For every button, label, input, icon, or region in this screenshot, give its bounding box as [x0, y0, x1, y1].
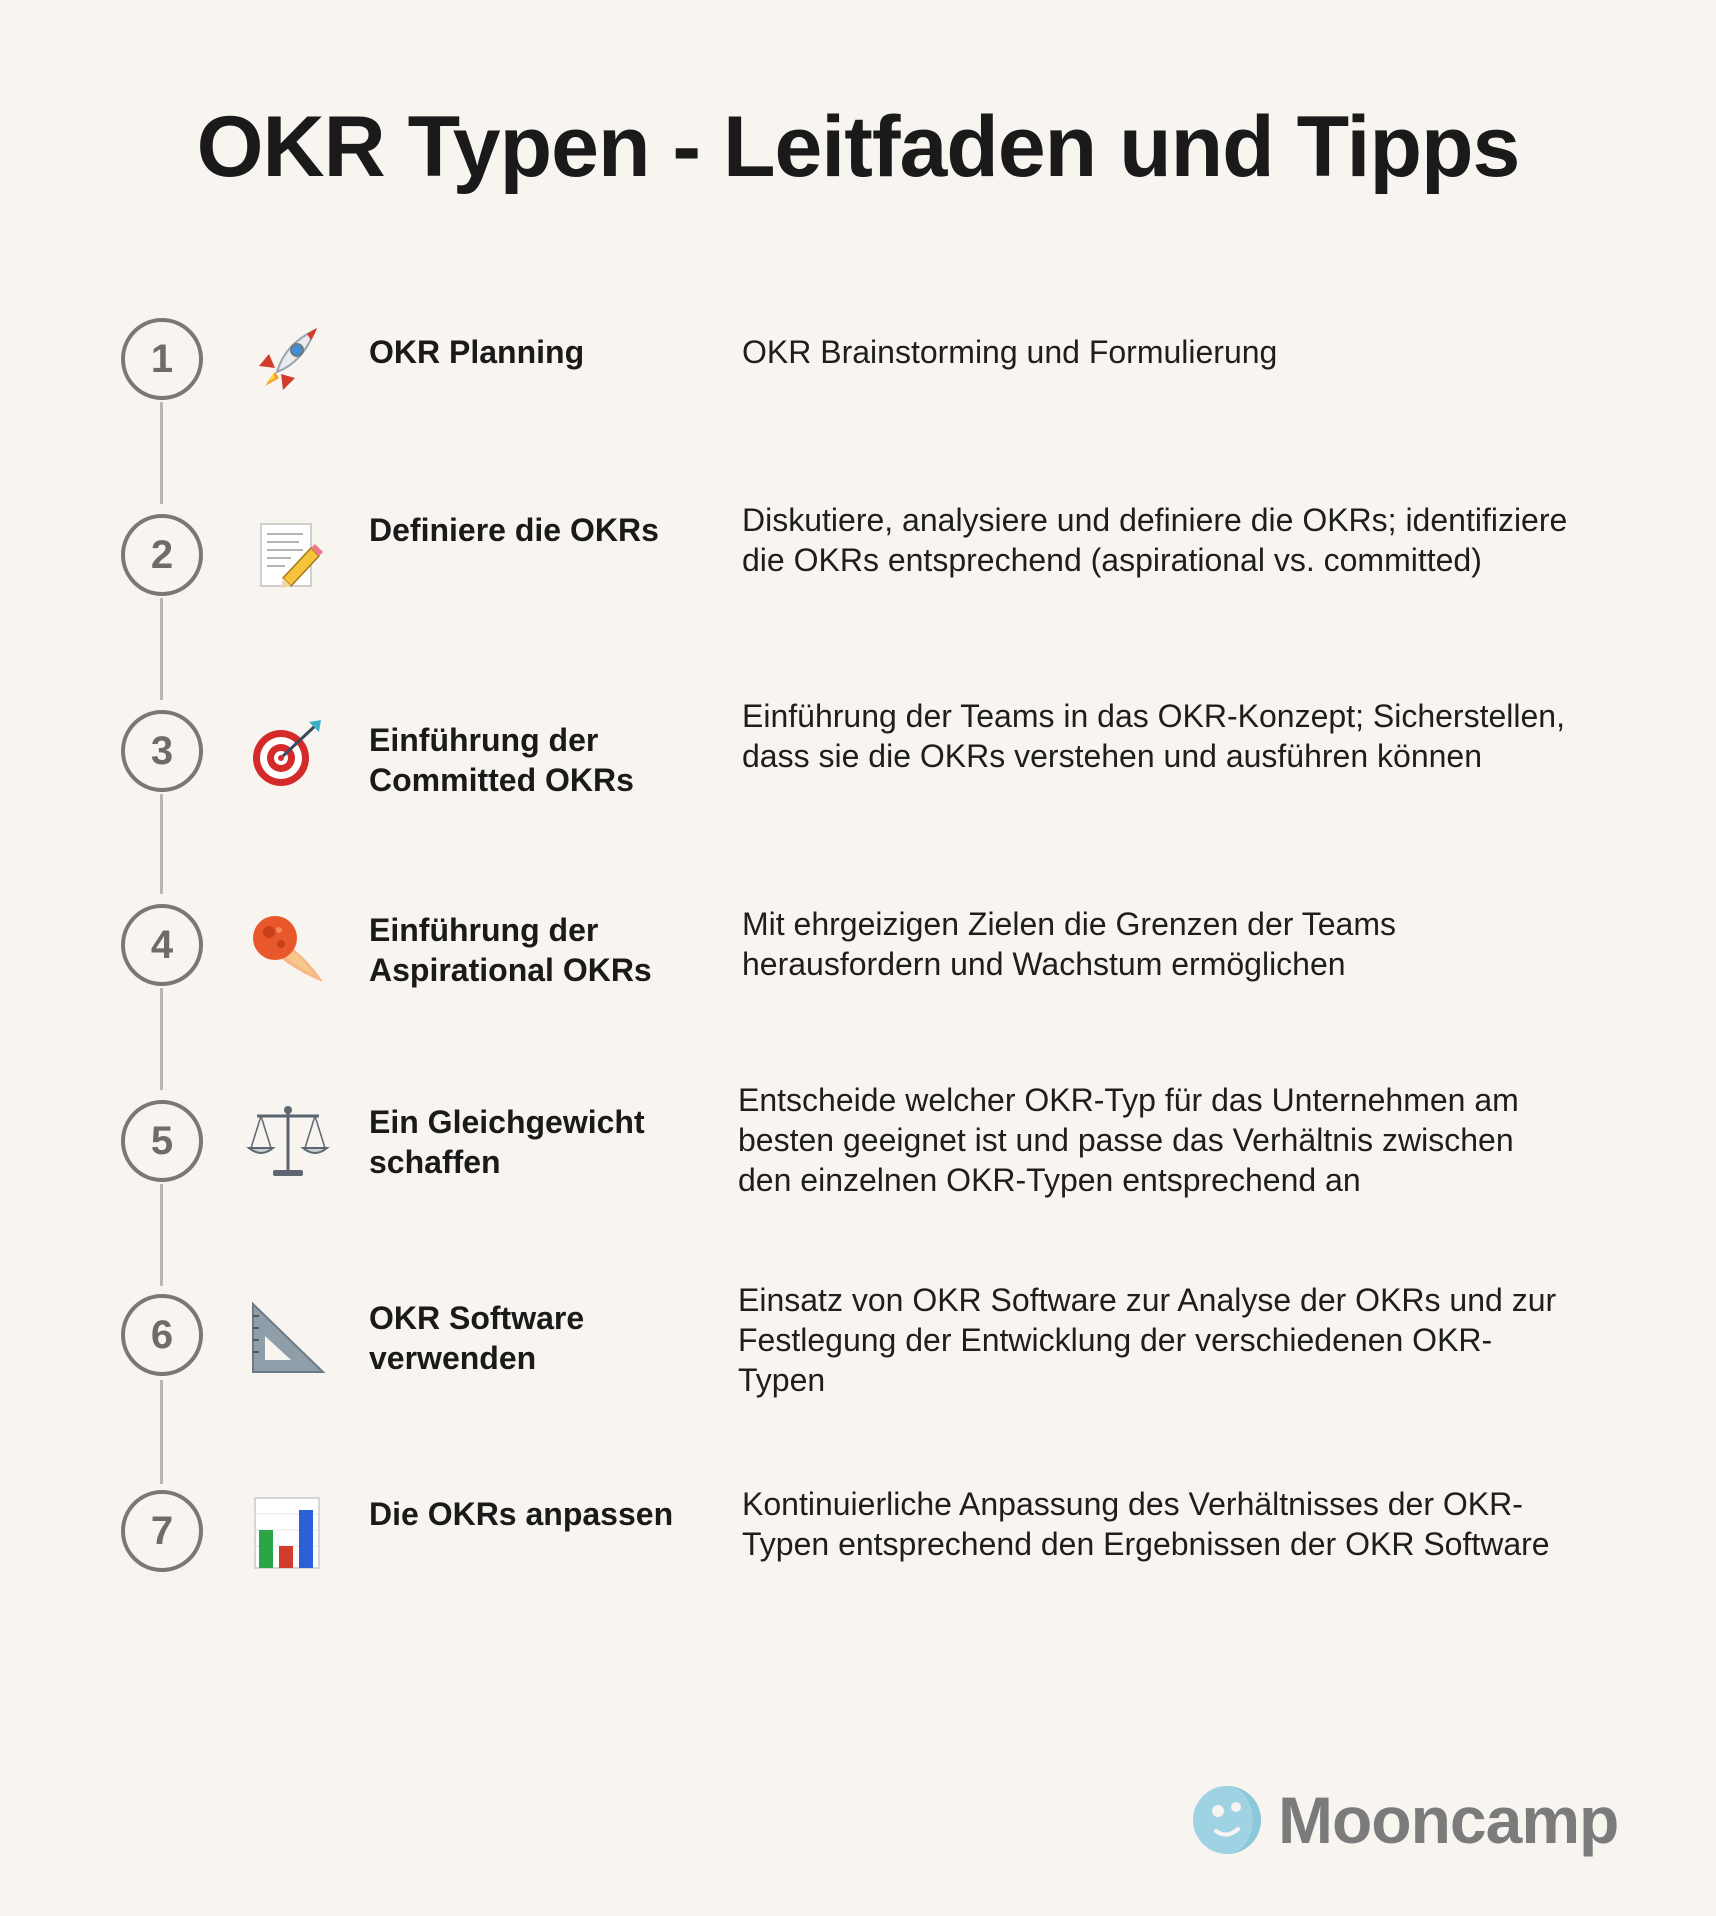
- step-number-badge: 7: [121, 1490, 203, 1572]
- comet-icon: [245, 902, 331, 988]
- step-number-badge: 2: [121, 514, 203, 596]
- timeline-connector: [160, 988, 163, 1090]
- step-title: OKR Software verwenden: [369, 1300, 585, 1376]
- timeline-connector: [160, 794, 163, 894]
- triangular-ruler-icon: [245, 1296, 331, 1382]
- step-description: Entscheide welcher OKR-Typ für das Unternehmen am besten geeignet ist und passe das Verhältnis zwischen den einzelnen OKR-Typen entsprechend an: [738, 1082, 1519, 1198]
- timeline-connector: [160, 402, 163, 504]
- step-description: OKR Brainstorming und Formulierung: [742, 334, 1278, 370]
- step-number-badge: 5: [121, 1100, 203, 1182]
- page-title: OKR Typen - Leitfaden und Tipps: [196, 99, 1520, 195]
- step-description: Einsatz von OKR Software zur Analyse der OKRs und zur Festlegung der Entwicklung der verschiedenen OKR-Typen: [738, 1282, 1557, 1398]
- step-number-badge: 6: [121, 1294, 203, 1376]
- rocket-icon: [245, 316, 331, 402]
- step-description: Mit ehrgeizigen Zielen die Grenzen der Teams herausfordern und Wachstum ermöglichen: [742, 906, 1396, 982]
- brand-name: Mooncamp: [1278, 1783, 1619, 1857]
- target-dart-icon: [245, 710, 331, 796]
- bar-chart-icon: [245, 1490, 331, 1576]
- step-title: Einführung der Aspirational OKRs: [369, 912, 652, 988]
- step-title: Definiere die OKRs: [369, 512, 659, 548]
- mooncamp-logo-icon: [1190, 1783, 1264, 1857]
- step-title: Ein Gleichgewicht schaffen: [369, 1104, 645, 1180]
- step-number-badge: 3: [121, 710, 203, 792]
- timeline-connector: [160, 1380, 163, 1484]
- timeline-connector: [160, 1184, 163, 1286]
- step-description: Kontinuierliche Anpassung des Verhältnisses der OKR-Typen entsprechend den Ergebnissen der OKR Software: [742, 1486, 1550, 1562]
- step-number-badge: 4: [121, 904, 203, 986]
- step-title: Die OKRs anpassen: [369, 1496, 674, 1532]
- memo-pencil-icon: [245, 512, 331, 598]
- balance-scale-icon: [245, 1098, 331, 1184]
- step-number-badge: 1: [121, 318, 203, 400]
- step-description: Einführung der Teams in das OKR-Konzept; Sicherstellen, dass sie die OKRs verstehen und ausführen können: [742, 698, 1565, 774]
- step-title: Einführung der Committed OKRs: [369, 722, 634, 798]
- step-title: OKR Planning: [369, 334, 585, 370]
- brand-logo: [1190, 1780, 1618, 1860]
- timeline-connector: [160, 598, 163, 700]
- step-description: Diskutiere, analysiere und definiere die OKRs; identifiziere die OKRs entsprechend (aspirational vs. committed): [742, 502, 1568, 578]
